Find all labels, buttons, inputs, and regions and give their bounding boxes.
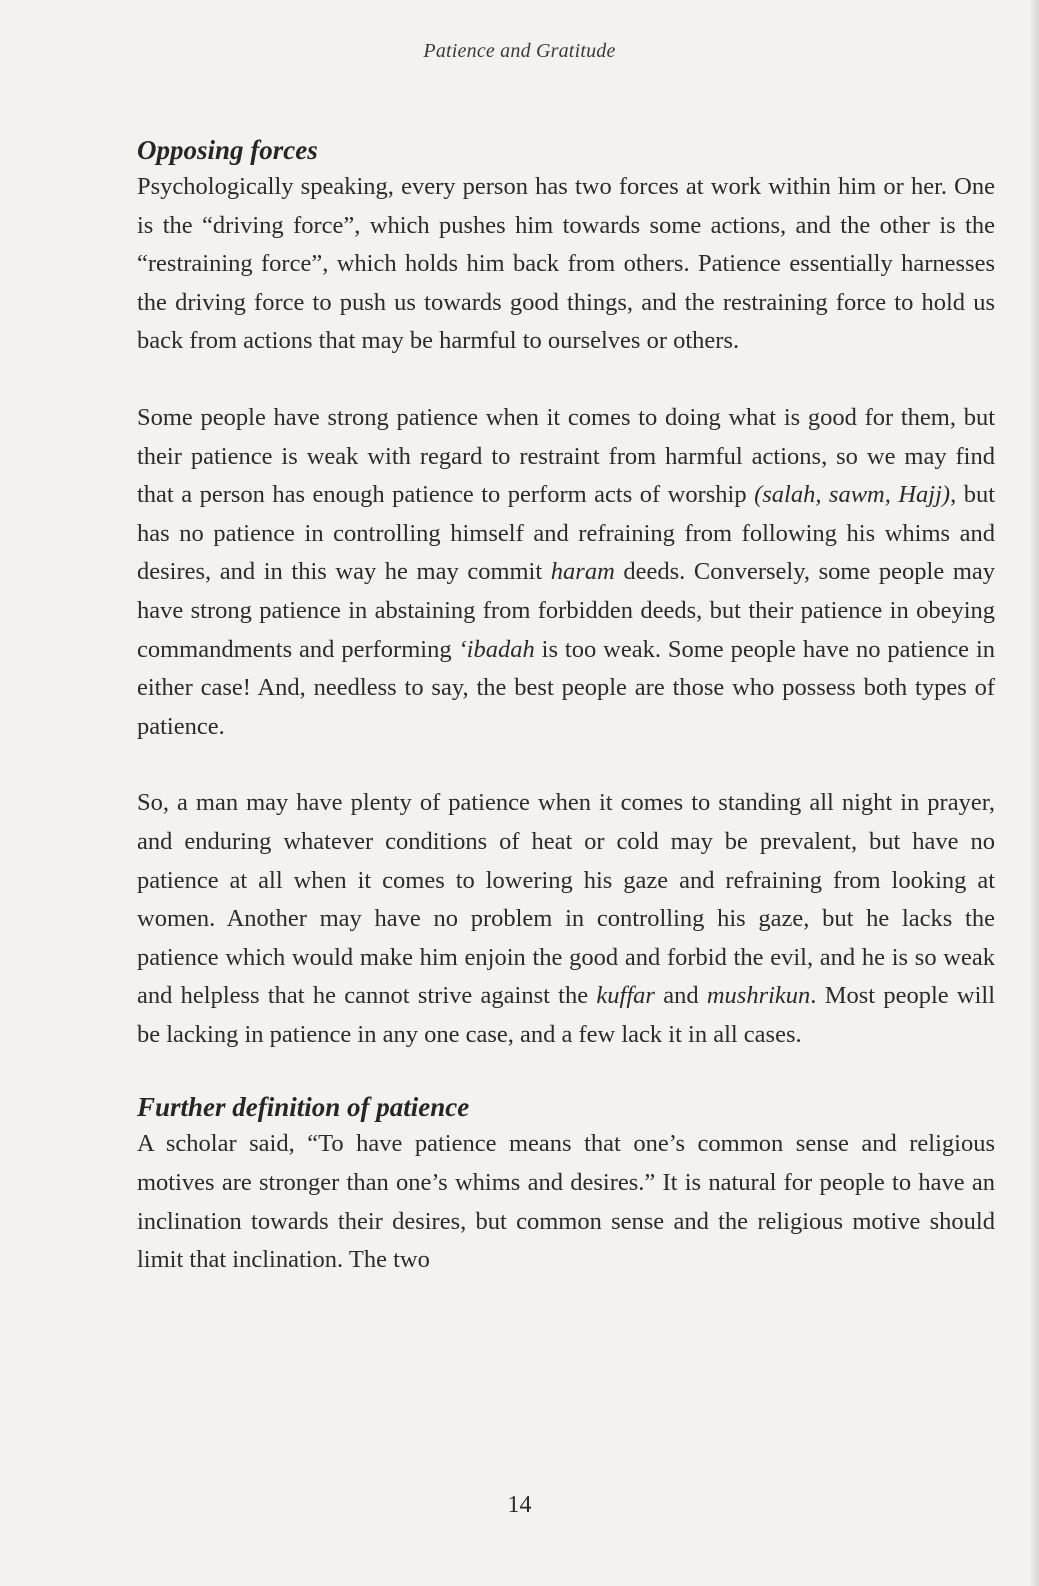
page-number: 14	[507, 1492, 532, 1518]
paragraph: Some people have strong patience when it comes to doing what is good for them, but their patience is weak with regard to restraint from harmful actions, so we may find that a person has enough patience to perform acts of worship (salah, sawm, Hajj), but has no patience in controlling himself and refraining from following his whims and desires, and in this way he may commit haram deeds. Conversely, some people may have strong patience in abstaining from forbidden deeds, but their patience in obeying commandments and performing ‘ibadah is too weak. Some people have no patience in either case! And, needless to say, the best people are those who possess both types of patience.	[137, 403, 996, 740]
italic-term: (salah, sawm, Hajj)	[754, 481, 951, 509]
paragraph: So, a man may have plenty of patience when it comes to standing all night in prayer, and enduring whatever conditions of heat or cold may be prevalent, but have no patience at all when it comes to lowering his gaze and refraining from looking at women. Another may have no problem in controlling his gaze, but he lacks the patience which would make him enjoin the good and forbid the evil, and he is so weak and helpless that he cannot strive against the kuffar and mushrikun. Most people will be lacking in patience in any one case, and a few lack it in all cases.	[137, 789, 996, 1048]
section-heading: Further definition of patience	[137, 1092, 470, 1123]
section-heading: Opposing forces	[137, 135, 318, 165]
running-head: Patience and Gratitude	[423, 40, 616, 62]
italic-term: kuffar	[596, 982, 655, 1010]
paragraph: A scholar said, “To have patience means that one’s common sense and religious motives are stronger than one’s whims and desires.” It is natural for people to have an inclination towards their desires, but common sense and the religious motive should limit that inclination. The two	[137, 1130, 995, 1274]
italic-term: ‘ibadah	[458, 635, 535, 663]
italic-term: haram	[550, 558, 615, 586]
paragraph: Psychologically speaking, every person has two forces at work within him or her. One is the “driving force”, which pushes him towards some actions, and the other is the “restraining force”, which holds him back from others. Patience essentially harnesses the driving force to push us towards good things, and the restraining force to hold us back from actions that may be harmful to ourselves or others.	[137, 173, 995, 355]
page-edge-shadow	[1029, 0, 1039, 1586]
page-body	[137, 132, 995, 1280]
italic-term: mushrikun	[706, 982, 811, 1010]
